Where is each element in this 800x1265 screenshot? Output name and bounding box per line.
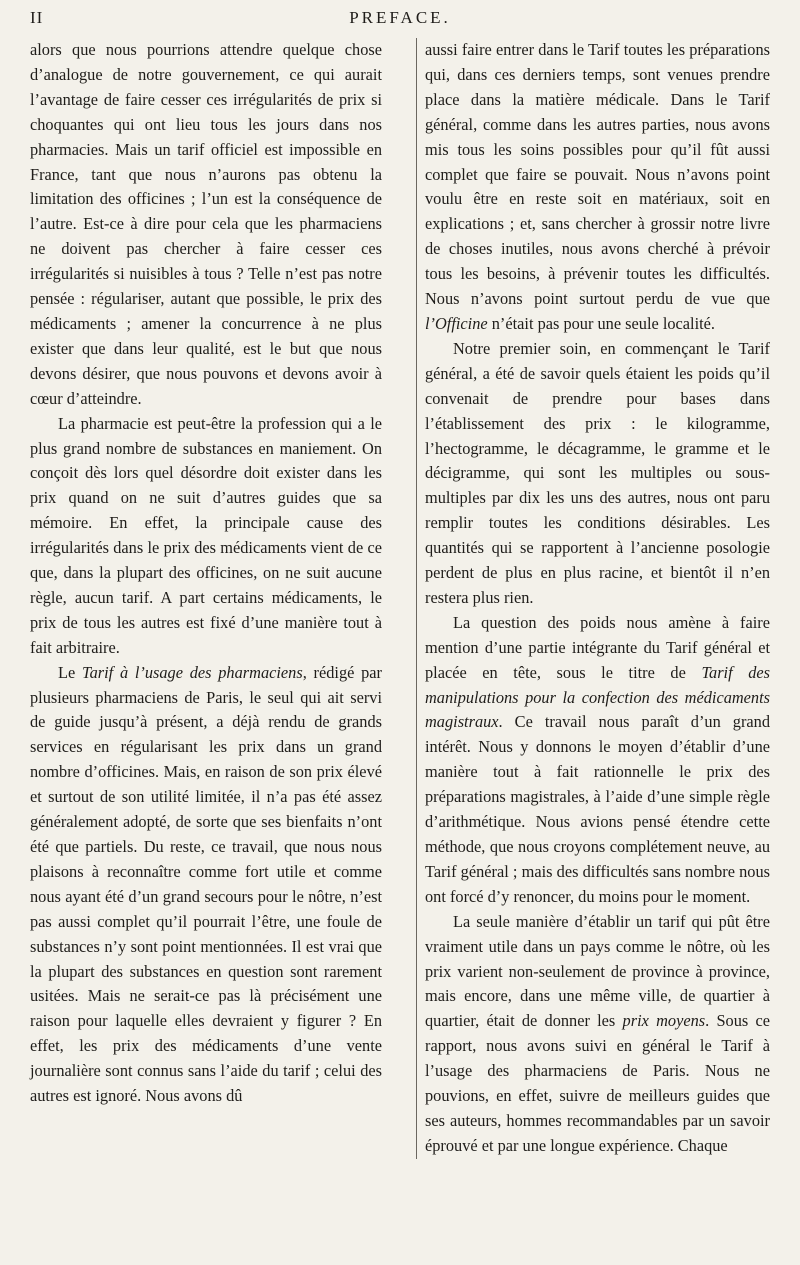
paragraph [30,661,382,1109]
italic-title: Tarif des manipulations pour la confection des médicaments magistraux [425,662,770,732]
text-run: La pharmacie est peut-être la profession qui a le plus grand nombre de substances en maniement. On conçoit dès lors quel désordre doit exister dans les prix quand on ne suit d’autres guides que sa mémoire. En effet, la principale cause des irrégularités dans le prix des médicaments vient de ce que, dans la plupart des officines, on ne suit aucune règle, aucun tarif. A part certains médicaments, le prix de tous les autres est fixé d’une manière tout à fait arbitraire. [30,413,382,657]
text-run: . Sous ce rapport, nous avons suivi en général le Tarif à l’usage des pharmaciens de Paris. Nous ne pouvions, en effet, suivre de meilleurs guides que ses auteurs, hommes recommandables par un savoir éprouvé et par une longue expérience. Chaque [425,1011,771,1155]
text-run: Notre premier soin, en commençant le Tarif général, a été de savoir quels étaient les poids qu’il convenait de prendre pour bases dans l’établissement des prix : le kilogramme, l’hectogramme, le décagramme, le gramme et le décigramme, qui sont les multiples ou sous-multiples par dix les uns des autres, nous ont paru remplir toutes les conditions désirables. Les quantités qui se rapportent à l’ancienne posologie perdent de plus en plus racine, et bientôt il n’en restera plus rien. [425,338,770,607]
text-run: n’était pas pour une seule localité. [491,313,716,333]
text-run: La question des poids nous amène à faire mention d’une partie intégrante du Tarif général et placée en tête, sous le titre de [425,612,770,682]
page-header [30,8,770,34]
text-run: . Ce travail nous paraît d’un grand intérêt. Nous y donnons le moyen d’établir d’une manière tout à fait rationnelle le prix des préparations magistrales, à l’aide d’une simple règle d’arithmétique. Nous avions pensé étendre cette méthode, que nous croyons complétement neuve, au Tarif général ; mais des difficultés sans nombre nous ont forcé d’y renoncer, du moins pour le moment. [425,712,770,906]
text-run: Le [58,662,76,682]
right-column [416,38,770,1159]
paragraph [425,910,770,1159]
italic-term: prix moyens [622,1011,706,1031]
paragraph [425,337,770,611]
text-run: , rédigé par plusieurs pharmaciens de Paris, le seul qui ait servi de guide jusqu’à présent, a déjà rendu de grands services en régularisant les prix dans un grand nombre d’officines. Mais, en raison de son prix élevé et surtout de son utilité limitée, il n’a pas été assez généralement adopté, de sorte que ses bienfaits n’ont été que partiels. Du reste, ce travail, que nous nous plaisons à reconnaître comme fort utile et comme nous ayant été d’un grand secours pour le nôtre, n’est pas aussi complet qu’il pourrait l’être, une foule de substances n’y sont point mentionnées. Il est vrai que la plupart des substances en question sont rarement usitées. Mais ne serait-ce pas là précisément une raison pour laquelle elles devraient y figurer ? En effet, les prix des médicaments d’une vente journalière sont connus sans l’aide du tarif ; celui des autres est ignoré. Nous avons dû [30,662,382,1106]
italic-title: l’Officine [425,313,488,333]
paragraph [425,611,770,910]
page-number: II [30,8,44,27]
text-run: aussi faire entrer dans le Tarif toutes les préparations qui, dans ces derniers temps, sont venues prendre place dans la matière médicale. Dans le Tarif général, comme dans les autres parties, nous avons mis tous les soins possibles pour qu’il fût aussi complet que faire se pouvait. Nous n’avons point voulu être en reste soit en matériaux, soit en explications ; et, sans chercher à grossir notre livre de choses inutiles, nous avons cherché à prévoir tous les besoins, à prévenir toutes les difficultés. Nous n’avons point surtout perdu de vue que [425,40,770,309]
left-column [30,38,382,1159]
text-columns [30,38,770,1159]
paragraph [425,38,770,337]
running-title: PREFACE. [349,8,451,27]
text-run: La seule manière d’établir un tarif qui pût être vraiment utile dans un pays comme le nôtre, où les prix varient non-seulement de province à province, mais encore, dans une même ville, de quartier à quartier, était de donner les [425,911,770,1031]
paragraph: alors que nous pourrions attendre quelque chose d’analogue de notre gouvernement, ce qui aurait l’avantage de faire cesser ces irrégularités de prix si choquantes qui ont lieu tous les jours dans nos pharmacies. Mais un tarif officiel est impossible en France, tant que nous n’aurons pas obtenu la limitation des officines ; l’un est la conséquence de l’autre. Est-ce à dire pour cela que les pharmaciens ne doivent pas chercher à faire cesser ces irrégularités si nuisibles à tous ? Telle n’est pas notre pensée : régulariser, autant que possible, le prix des médicaments ; amener la concurrence à ne plus exister que dans leur qualité, est le but que nous devons désirer, que nous pouvons et devons avoir à cœur d’atteindre. [30,40,382,408]
italic-title: Tarif à l’usage des pharmaciens [82,662,303,682]
paragraph [30,412,382,661]
